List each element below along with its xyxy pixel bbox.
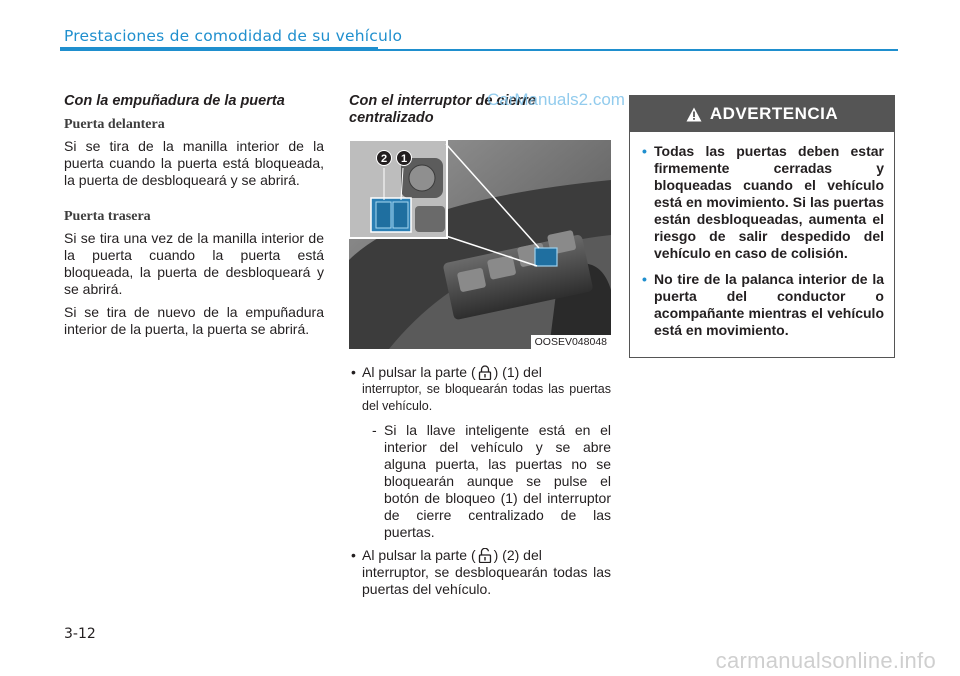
callout-2: 2 (380, 153, 388, 165)
footer-watermark: carmanualsonline.info (715, 648, 936, 673)
door-panel-image (349, 140, 611, 349)
warning-header (630, 96, 894, 132)
warning-title: ADVERTENCIA (709, 104, 839, 123)
figure-code: OOSEV048048 (531, 335, 611, 349)
lock-bullet: • Al pulsar la parte ( ) (1) del interruptor, se bloquearán todas las puertas del vehículo. - Si la llave inteligente está en el interior del vehículo y se abre alguna puerta, las puertas no se bloquearán aunque se pulse el botón de bloqueo (1) del interruptor de cierre centralizado de las puertas. (349, 364, 611, 541)
unlock-bullet: • Al pulsar la parte ( ) (2) del interruptor, se desbloquearán todas las puertas del vehículo. (349, 547, 611, 598)
front-door-text: Si se tira de la manilla interior de la puerta cuando la puerta está bloqueada, la puerta de desbloqueará y se abrirá. (64, 138, 324, 188)
lock-icon (478, 365, 492, 380)
watermark: CarManuals2.com (487, 90, 625, 109)
warning-item: • No tire de la palanca interior de la puerta del conductor o acompañante mientras el vehículo está en movimiento. (642, 271, 884, 339)
warning-item: • Todas las puertas deben estar firmemente cerradas y bloqueadas cuando el vehículo está en movimiento. Si las puertas están desbloqueadas, aumenta el riesgo de salir despedido del vehículo en caso de colisión. (642, 143, 884, 262)
section-title: Prestaciones de comodidad de su vehículo (64, 27, 403, 45)
page-number: 3-12 (64, 626, 96, 642)
unlock-icon (478, 548, 492, 563)
lock-bullet-text: interruptor, se bloquearán todas las puertas del vehículo. (362, 382, 611, 413)
smart-key-note: - Si la llave inteligente está en el interior del vehículo y se abre alguna puerta, las puertas no se bloquearán aunque se pulse el botón de bloqueo (1) del interruptor de cierre centralizado de las puertas. (372, 422, 611, 540)
door-handle-heading: Con la empuñadura de la puerta (64, 93, 285, 109)
callout-1: 1 (400, 153, 408, 165)
door-switch-illustration (349, 140, 611, 349)
warning-icon (686, 107, 702, 122)
central-lock-heading: Con el interruptor de cierre centralizado (349, 93, 536, 126)
rear-door-text-2: Si se tira de nuevo de la empuñadura interior de la puerta, la puerta se abrirá. (64, 304, 324, 337)
warning-panel (629, 95, 895, 358)
header-rule-accent (60, 47, 378, 51)
rear-door-heading: Puerta trasera (64, 209, 151, 224)
left-column (64, 93, 324, 344)
warning-box (629, 95, 895, 358)
unlock-bullet-text: interruptor, se desbloquearán todas las puertas del vehículo. (362, 564, 611, 597)
header-rule (378, 49, 898, 51)
middle-column (349, 93, 611, 604)
rear-door-text-1: Si se tira una vez de la manilla interior de la puerta cuando la puerta está bloqueada, la puerta de desbloqueará y se abrirá. (64, 230, 324, 297)
warning-list (642, 143, 884, 339)
front-door-heading: Puerta delantera (64, 117, 165, 132)
lock-instructions (349, 364, 611, 598)
